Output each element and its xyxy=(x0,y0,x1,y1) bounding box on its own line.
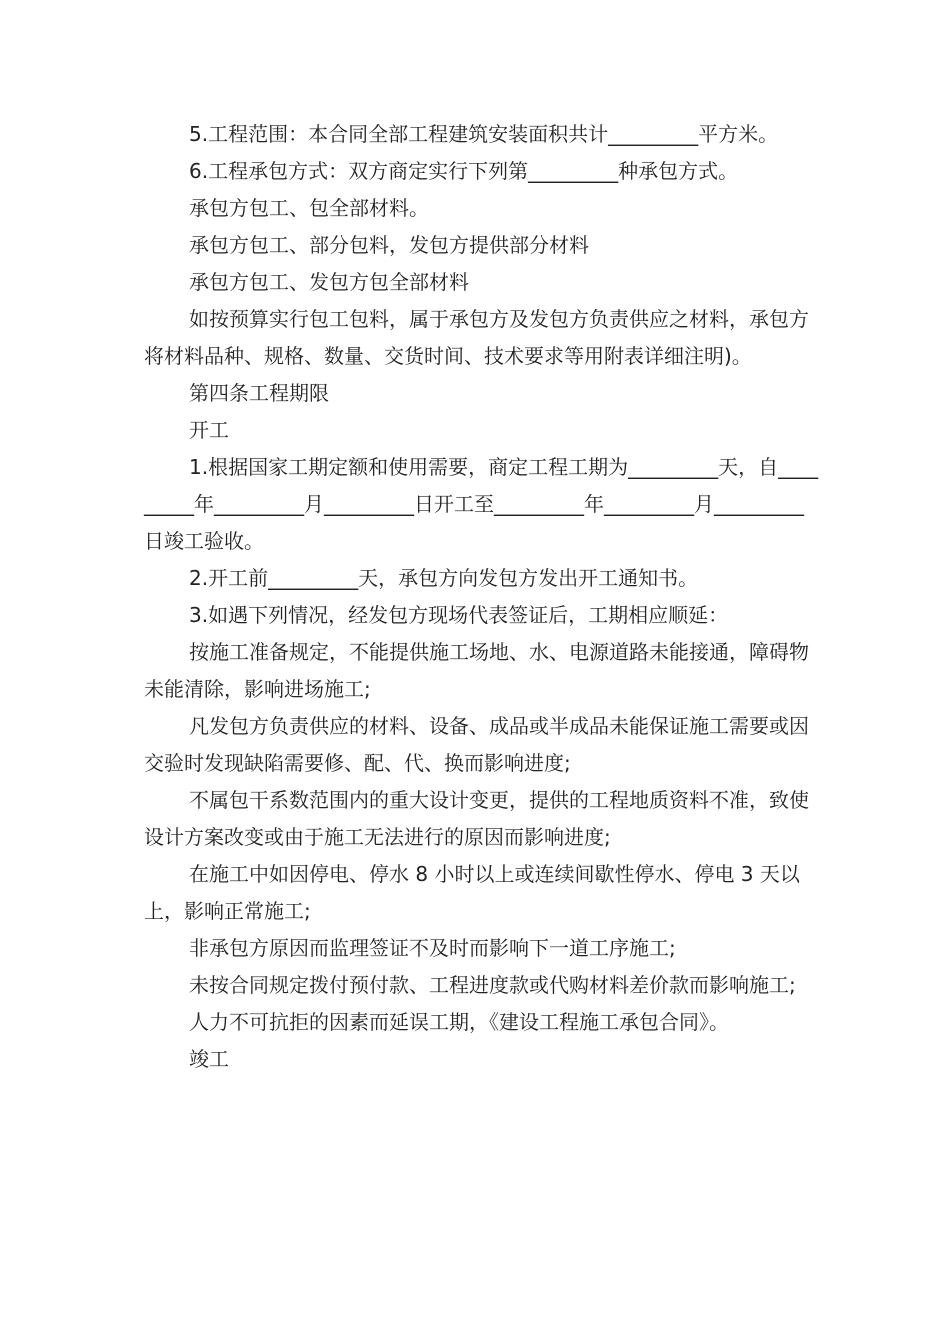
paragraph-start-notice: 2.开工前_________天，承包方向发包方发出开工通知书。 xyxy=(189,566,699,590)
paragraph-extension-conditions: 3.如遇下列情况，经发包方现场代表签证后，工期相应顺延： xyxy=(189,603,729,627)
paragraph-condition-supervision: 非承包方原因而监理签证不及时而影响下一道工序施工; xyxy=(189,936,676,960)
paragraph-condition-design-change: 不属包干系数范围内的重大设计变更，提供的工程地质资料不准，致使设计方案改变或由于施工无法进行的原因而影响进度; xyxy=(144,788,809,849)
paragraph-condition-materials: 凡发包方负责供应的材料、设备、成品或半成品未能保证施工需要或因交验时发现缺陷需要修、配、代、换而影响进度; xyxy=(144,714,809,775)
paragraph-condition-power-water: 在施工中如因停电、停水 8 小时以上或连续间歇性停水、停电 3 天以上，影响正常施工; xyxy=(144,862,800,923)
paragraph-materials-note: 如按预算实行包工包料，属于承包方及发包方负责供应之材料，承包方将材料品种、规格、数量、交货时间、技术要求等用附表详细注明)。 xyxy=(144,307,809,368)
paragraph-duration: 1.根据国家工期定额和使用需要，商定工程工期为_________天，自_________年_________月_________日开工至_________年_________月_________日竣工验收。 xyxy=(144,455,819,553)
paragraph-method-option-2: 承包方包工、部分包料，发包方提供部分材料 xyxy=(189,233,589,257)
section-heading-term: 第四条工程期限 xyxy=(189,381,329,405)
document-body xyxy=(144,116,820,1078)
subheading-start: 开工 xyxy=(189,418,229,442)
paragraph-contract-method: 6.工程承包方式：双方商定实行下列第_________种承包方式。 xyxy=(189,159,739,183)
paragraph-condition-payment: 未按合同规定拨付预付款、工程进度款或代购材料差价款而影响施工; xyxy=(189,973,796,997)
paragraph-scope: 5.工程范围：本合同全部工程建筑安装面积共计_________平方米。 xyxy=(189,122,779,146)
paragraph-method-option-3: 承包方包工、发包方包全部材料 xyxy=(189,270,469,294)
subheading-completion: 竣工 xyxy=(189,1047,229,1071)
paragraph-method-option-1: 承包方包工、包全部材料。 xyxy=(189,196,429,220)
paragraph-condition-force-majeure: 人力不可抗拒的因素而延误工期，《建设工程施工承包合同》。 xyxy=(189,1010,729,1034)
paragraph-condition-site: 按施工准备规定，不能提供施工场地、水、电源道路未能接通，障碍物未能清除，影响进场施工; xyxy=(144,640,809,701)
